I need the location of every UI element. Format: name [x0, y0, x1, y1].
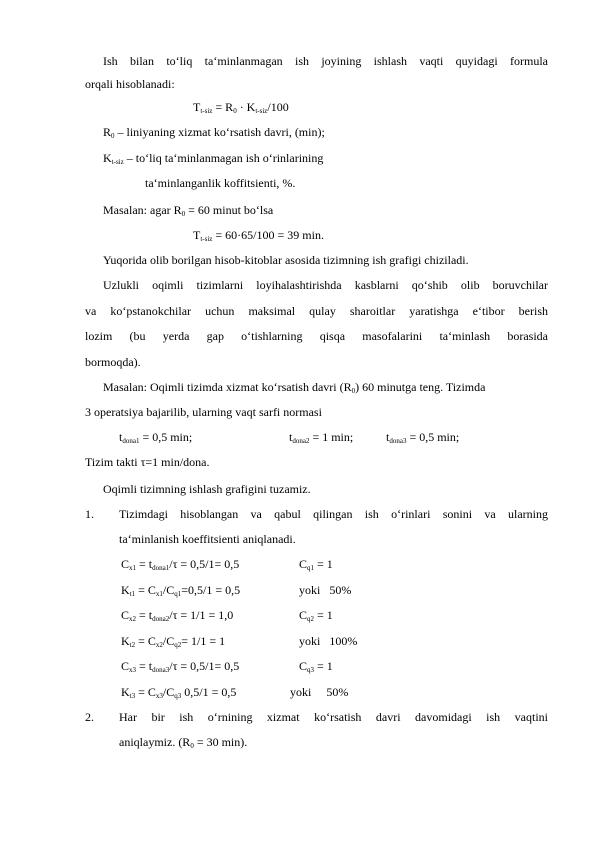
definition-k-continued: ta‘minlanganlik koffitsienti, %. — [145, 176, 296, 190]
calc-cq2: $C_{q2} = 1$ — [299, 608, 333, 623]
calc-kt3: $K_{t3} = C_{x3}/C_{q3}$ 0,5/1 = 0,5 — [121, 685, 237, 700]
norm-t3: $t_{dona3} = 0,5$ min; — [386, 430, 460, 445]
calc-cx1: $C_{x1} = t_{dona1}/\tau = 0,5/1= 0,5$ — [121, 557, 240, 572]
paragraph-line: Uzlukli oqimli tizimlarni loyihalashtirishda kasblarni qo‘shib olib boruvchilar — [103, 278, 548, 292]
paragraph-line: 3 operatsiya bajarilib, ularning vaqt sarfi normasi — [85, 405, 322, 419]
paragraph-line: bormoqda). — [85, 355, 141, 369]
norm-t2: $t_{dona2} = 1$ min; — [289, 430, 354, 445]
paragraph-line: va ko‘pstanokchilar uchun maksimal qulay sharoitlar yaratishga e‘tibor berish — [85, 304, 548, 318]
paragraph-line: Yuqorida olib borilgan hisob-kitoblar asosida tizimning ish grafigi chiziladi. — [103, 253, 469, 267]
step-line: Tizimdagi hisoblangan va qabul qilingan ish o‘rinlari sonini va ularning — [119, 507, 548, 521]
paragraph-line: lozim (bu yerda gap o‘tishlarning qisqa masofalarini ta‘minlash borasida — [85, 329, 548, 343]
formula-tsiz: $T_{t-siz} = R_0 \cdot K_{t-siz}/100$ — [193, 100, 289, 115]
calc-cq1: $C_{q1} = 1$ — [299, 557, 333, 572]
paragraph-line: Tizim takti τ=1 min/dona. — [85, 455, 210, 469]
step-line: Har bir ish o‘rnining xizmat ko‘rsatish davri davomidagi ish vaqtini — [119, 710, 548, 724]
calc-percent-3: yoki 50% — [290, 685, 349, 699]
paragraph-line: orqali hisoblanadi: — [85, 77, 175, 91]
definition-k: $K_{t-siz}$ – to‘liq ta‘minlanmagan ish o‘rinlarining — [103, 151, 324, 166]
calc-percent-1: yoki 50% — [299, 583, 352, 597]
paragraph-line: Oqimli tizimning ishlash grafigini tuzamiz. — [103, 482, 311, 496]
calc-kt1: $K_{t1} = C_{x1}/C_{q1}=0,5/1 = 0,5$ — [121, 583, 241, 598]
definition-r0: $R_0$ – liniyaning xizmat ko‘rsatish davri, (min); — [103, 125, 325, 140]
calc-cx2: $C_{x2} = t_{dona2}/\tau = 1/1 = 1,0$ — [121, 608, 234, 623]
calc-cq3: $C_{q3} = 1$ — [299, 659, 333, 674]
paragraph-line: Masalan: Oqimli tizimda xizmat ko‘rsatish davri $(R_0)$ 60 minutga teng. Tizimda — [103, 380, 486, 395]
step-number: 1. — [85, 507, 94, 521]
paragraph-line: Ish bilan to‘liq ta‘minlanmagan ish joyining ishlash vaqti quyidagi formula — [103, 54, 548, 68]
calc-cx3: $C_{x3} = t_{dona3}/\tau = 0,5/1= 0,5$ — [121, 659, 240, 674]
example-line: Masalan: agar $R_0 = 60$ minut bo‘lsa — [103, 203, 274, 218]
calc-kt2: $K_{t2} = C_{x2}/C_{q2}= 1/1 = 1$ — [121, 634, 226, 649]
formula-result: $T_{t-siz} = 60\cdot 65/100 = 39$ min. — [193, 228, 324, 243]
step-number: 2. — [85, 710, 94, 724]
step-line: aniqlaymiz. ($R_0 = 30$ min). — [119, 735, 248, 750]
step-line: ta‘minlanish koeffitsienti aniqlanadi. — [119, 532, 296, 546]
norm-t1: $t_{dona1} = 0,5$ min; — [119, 430, 193, 445]
calc-percent-2: yoki 100% — [299, 634, 358, 648]
